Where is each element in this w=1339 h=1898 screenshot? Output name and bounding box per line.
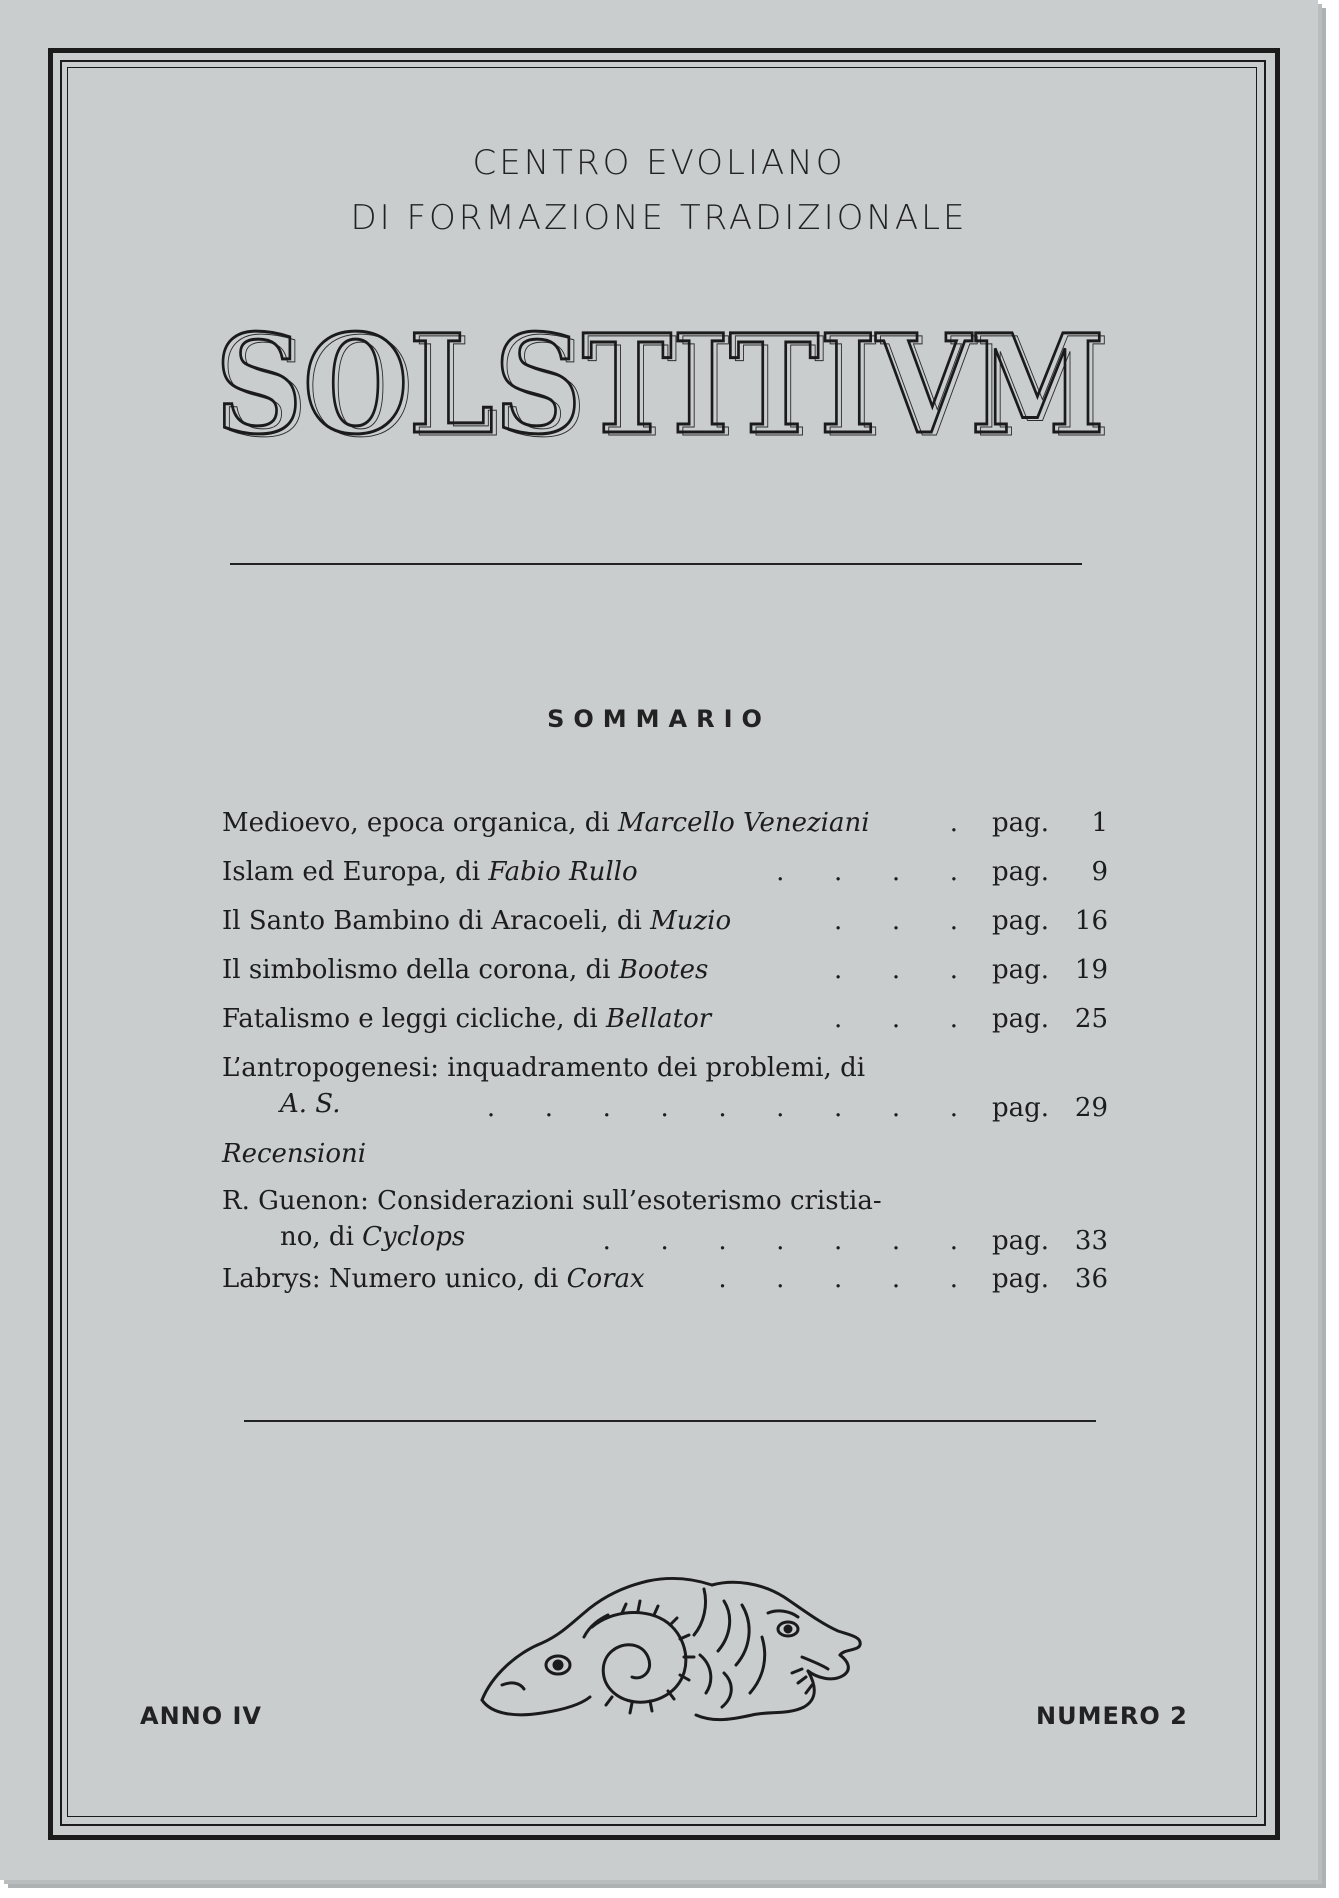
title-shadow-outline: SOLSTITIVM bbox=[220, 320, 1110, 450]
toc-entry-guenon bbox=[222, 1186, 1122, 1264]
toc-entry-medioevo bbox=[222, 808, 1122, 857]
entry-title: Medioevo, epoca organica, di bbox=[222, 808, 618, 838]
table-of-contents bbox=[222, 808, 1122, 1313]
entry-author: Bootes bbox=[618, 955, 709, 985]
leader-dots: . . . bbox=[834, 955, 958, 985]
leader-dots: . . . . . . . bbox=[602, 1226, 958, 1256]
entry-title: L’antropogenesi: inquadramento dei problemi, di bbox=[222, 1053, 866, 1083]
publisher-line-1: CENTRO EVOLIANO bbox=[472, 143, 846, 183]
page-number: 9 bbox=[1091, 857, 1108, 887]
pag-label: pag. bbox=[992, 857, 1050, 887]
pag-label: pag. bbox=[992, 1093, 1050, 1123]
toc-entry-santo-bambino bbox=[222, 906, 1122, 955]
entry-title: Islam ed Europa, di bbox=[222, 857, 489, 887]
entry-author: Bellator bbox=[606, 1004, 712, 1034]
divider-top bbox=[230, 563, 1082, 565]
issue-number: NUMERO 2 bbox=[1036, 1702, 1188, 1730]
leader-dots: . . . bbox=[834, 1004, 958, 1034]
entry-title-cont: no, di bbox=[280, 1222, 363, 1252]
toc-entry-simbolismo bbox=[222, 955, 1122, 1004]
page-number: 36 bbox=[1074, 1264, 1108, 1294]
pag-label: pag. bbox=[992, 1226, 1050, 1256]
toc-entry-antropogenesi bbox=[222, 1053, 1122, 1131]
toc-entry-labrys bbox=[222, 1264, 1122, 1313]
title-text: SOLSTITIVM bbox=[215, 320, 1105, 450]
page-number: 16 bbox=[1074, 906, 1108, 936]
page-number: 33 bbox=[1074, 1226, 1108, 1256]
pag-label: pag. bbox=[992, 1004, 1050, 1034]
entry-title: R. Guenon: Considerazioni sull’esoterismo cristia- bbox=[222, 1186, 882, 1216]
entry-author: Corax bbox=[566, 1264, 645, 1294]
pag-label: pag. bbox=[992, 808, 1050, 838]
leader-dots: . bbox=[941, 808, 958, 838]
leader-dots: . . . . . . . . . bbox=[486, 1093, 958, 1123]
magazine-title bbox=[210, 320, 1110, 450]
issue-year: ANNO IV bbox=[140, 1702, 263, 1730]
page-number: 29 bbox=[1074, 1093, 1108, 1123]
entry-author: Marcello Veneziani bbox=[618, 808, 870, 838]
recensioni-label: Recensioni bbox=[222, 1139, 367, 1169]
entry-author: A. S. bbox=[280, 1089, 341, 1119]
pag-label: pag. bbox=[992, 1264, 1050, 1294]
leader-dots: . . . . bbox=[776, 857, 958, 887]
page-number: 19 bbox=[1074, 955, 1108, 985]
entry-title: Fatalismo e leggi cicliche, di bbox=[222, 1004, 607, 1034]
ram-lion-head-emblem-icon bbox=[472, 1565, 872, 1740]
leader-dots: . . . . . bbox=[718, 1264, 958, 1294]
sommario-heading: SOMMARIO bbox=[547, 705, 771, 733]
entry-title: Labrys: Numero unico, di bbox=[222, 1264, 567, 1294]
entry-author: Fabio Rullo bbox=[488, 857, 638, 887]
entry-title: Il simbolismo della corona, di bbox=[222, 955, 619, 985]
pag-label: pag. bbox=[992, 955, 1050, 985]
entry-author: Muzio bbox=[650, 906, 732, 936]
divider-bottom bbox=[244, 1420, 1096, 1422]
leader-dots: . . . bbox=[834, 906, 958, 936]
publisher-line-2: DI FORMAZIONE TRADIZIONALE bbox=[350, 198, 968, 238]
entry-author: Cyclops bbox=[362, 1222, 466, 1252]
pag-label: pag. bbox=[992, 906, 1050, 936]
page-number: 1 bbox=[1091, 808, 1108, 838]
entry-title: Il Santo Bambino di Aracoeli, di bbox=[222, 906, 651, 936]
page-number: 25 bbox=[1074, 1004, 1108, 1034]
toc-entry-islam bbox=[222, 857, 1122, 906]
toc-entry-fatalismo bbox=[222, 1004, 1122, 1053]
